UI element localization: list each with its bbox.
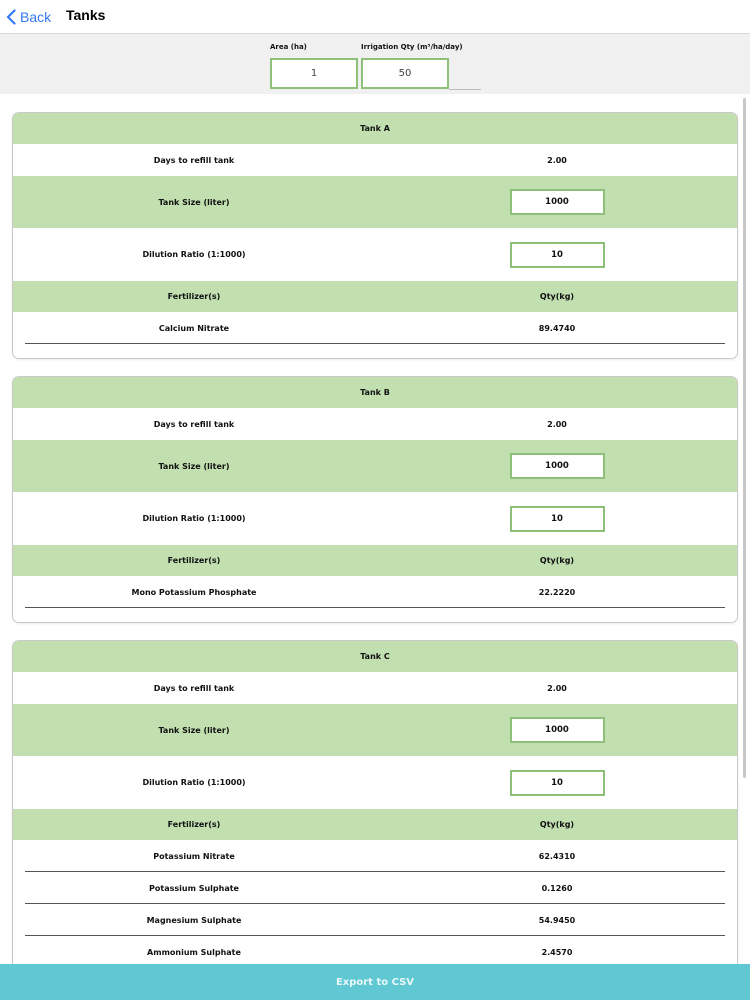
fertilizer-name: Potassium Sulphate: [149, 883, 239, 893]
area-label: Area (ha): [270, 43, 307, 51]
fertilizer-qty: 89.4740: [538, 323, 576, 333]
tank-size-label: Tank Size (liter): [158, 197, 230, 207]
fertilizer-row: [13, 312, 737, 344]
qty-column-header: Qty(kg): [539, 292, 575, 301]
days-value: 2.00: [547, 419, 567, 429]
fertilizer-name: Calcium Nitrate: [158, 323, 230, 333]
dilution-input[interactable]: 10: [510, 770, 605, 796]
card-bottom-padding: [13, 608, 737, 622]
dilution-label: Dilution Ratio (1:1000): [142, 250, 246, 259]
tank-header: [13, 641, 737, 672]
fertilizer-qty: 0.1260: [541, 883, 573, 893]
fertilizer-qty: 22.2220: [538, 587, 576, 597]
card-bottom-padding: [13, 344, 737, 358]
tank-title: Tank C: [360, 652, 390, 661]
chevron-left-icon: [6, 9, 16, 25]
fertilizer-qty: 2.4570: [541, 947, 573, 957]
dilution-row: [13, 756, 737, 809]
tank-size-label: Tank Size (liter): [158, 725, 230, 735]
dilution-label: Dilution Ratio (1:1000): [142, 778, 246, 787]
dilution-row: [13, 492, 737, 545]
fertilizer-qty: 54.9450: [538, 915, 576, 925]
dilution-row: [13, 228, 737, 281]
nav-bar: [0, 0, 750, 33]
dilution-input[interactable]: 10: [510, 506, 605, 532]
dilution-input[interactable]: 10: [510, 242, 605, 268]
days-value: 2.00: [547, 683, 567, 693]
days-label: Days to refill tank: [153, 155, 235, 165]
tank-card: [12, 640, 738, 964]
scrollbar[interactable]: [743, 98, 746, 778]
tank-size-label: Tank Size (liter): [158, 461, 230, 471]
fertilizer-row: [13, 840, 737, 872]
tank-size-row: [13, 176, 737, 228]
days-label: Days to refill tank: [153, 683, 235, 693]
area-input[interactable]: 1: [270, 58, 358, 89]
tank-title: Tank B: [360, 388, 390, 397]
header-inputs: [0, 33, 750, 94]
export-csv-button[interactable]: Export to CSV: [0, 964, 750, 1000]
irrigation-label: Irrigation Qty (m³/ha/day): [361, 43, 463, 51]
irrigation-input[interactable]: 50: [361, 58, 449, 89]
days-row: [13, 144, 737, 176]
fertilizer-row: [13, 576, 737, 608]
fertilizer-header-row: [13, 281, 737, 312]
fertilizer-column-header: Fertilizer(s): [167, 556, 221, 565]
page-title: Tanks: [66, 7, 106, 23]
tank-size-row: [13, 704, 737, 756]
fertilizer-column-header: Fertilizer(s): [167, 820, 221, 829]
fertilizer-row: [13, 904, 737, 936]
field-underline: [449, 89, 481, 90]
fertilizer-name: Mono Potassium Phosphate: [131, 587, 257, 597]
tank-card: [12, 112, 738, 359]
back-button[interactable]: [6, 6, 51, 28]
tank-header: [13, 377, 737, 408]
qty-column-header: Qty(kg): [539, 556, 575, 565]
days-row: [13, 408, 737, 440]
fertilizer-name: Magnesium Sulphate: [146, 915, 242, 925]
fertilizer-column-header: Fertilizer(s): [167, 292, 221, 301]
fertilizer-name: Potassium Nitrate: [153, 851, 235, 861]
tank-size-row: [13, 440, 737, 492]
tank-title: Tank A: [360, 124, 390, 133]
fertilizer-name: Ammonium Sulphate: [147, 947, 241, 957]
tank-size-input[interactable]: 1000: [510, 453, 605, 479]
back-label: Back: [20, 9, 52, 25]
days-label: Days to refill tank: [153, 419, 235, 429]
tanks-scroll-view[interactable]: [0, 94, 750, 964]
tank-card: [12, 376, 738, 623]
fertilizer-row: [13, 872, 737, 904]
days-value: 2.00: [547, 155, 567, 165]
tank-header: [13, 113, 737, 144]
tank-size-input[interactable]: 1000: [510, 189, 605, 215]
fertilizer-qty: 62.4310: [538, 851, 576, 861]
fertilizer-header-row: [13, 809, 737, 840]
qty-column-header: Qty(kg): [539, 820, 575, 829]
dilution-label: Dilution Ratio (1:1000): [142, 514, 246, 523]
days-row: [13, 672, 737, 704]
fertilizer-row: [13, 936, 737, 964]
fertilizer-header-row: [13, 545, 737, 576]
tank-size-input[interactable]: 1000: [510, 717, 605, 743]
